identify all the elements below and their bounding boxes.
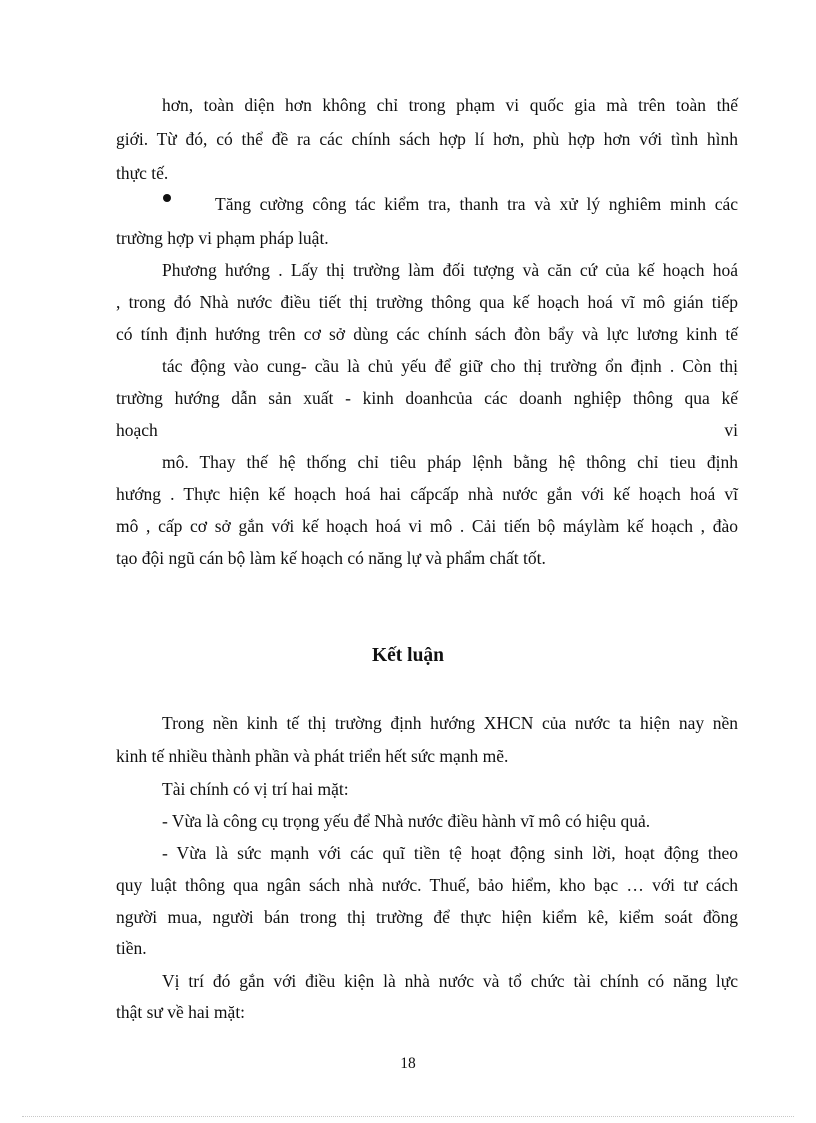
page-bottom-divider [22, 1116, 794, 1117]
paragraph-line: tạo đội ngũ cán bộ làm kế hoạch có năng lự và phẩm chất tốt. [116, 548, 546, 568]
page-number: 18 [400, 1055, 416, 1072]
paragraph-line: Tài chính có vị trí hai mặt: [162, 779, 349, 799]
paragraph-line: Trong nền kinh tế thị trường định hướng XHCN của nước ta hiện nay nền [162, 713, 738, 733]
paragraph-line: , trong đó Nhà nước điều tiết thị trường thông qua kế hoạch hoá vĩ mô gián tiếp [116, 292, 738, 312]
paragraph-line: quy luật thông qua ngân sách nhà nước. Thuế, bảo hiểm, kho bạc … với tư cách [116, 875, 738, 895]
split-left-word: hoạch [116, 420, 158, 440]
paragraph-line: tác động vào cung- cầu là chủ yếu để giữ cho thị trường ổn định . Còn thị [162, 356, 738, 376]
paragraph-line: hướng . Thực hiện kế hoạch hoá hai cấpcấp nhà nước gắn với kế hoạch hoá vĩ [116, 484, 738, 504]
paragraph-line: trường hướng dẫn sản xuất - kinh doanhcủa các doanh nghiệp thông qua kế [116, 388, 738, 408]
bullet-icon [163, 194, 171, 202]
paragraph-line: mô. Thay thế hệ thống chỉ tiêu pháp lệnh bằng hệ thông chỉ tieu định [162, 452, 738, 472]
list-item: - Vừa là sức mạnh với các quĩ tiền tệ hoạt động sinh lời, hoạt động theo [162, 843, 738, 863]
list-item: - Vừa là công cụ trọng yếu để Nhà nước điều hành vĩ mô có hiệu quả. [162, 811, 651, 831]
paragraph-line: tiền. [116, 938, 147, 958]
paragraph-line: thực tế. [116, 163, 169, 183]
bullet-line: trường hợp vi phạm pháp luật. [116, 228, 329, 248]
paragraph-line: hơn, toàn diện hơn không chỉ trong phạm vi quốc gia mà trên toàn thế [162, 95, 738, 115]
split-right-word: vi [724, 420, 738, 440]
paragraph-split-line [116, 419, 738, 441]
paragraph-line: thật sư về hai mặt: [116, 1002, 246, 1022]
bullet-line: Tăng cường công tác kiểm tra, thanh tra và xử lý nghiêm minh các [215, 194, 738, 214]
paragraph-line: Phương hướng . Lấy thị trường làm đối tượng và căn cứ của kế hoạch hoá [162, 260, 738, 280]
paragraph-line: Vị trí đó gắn với điều kiện là nhà nước và tổ chức tài chính có năng lực [162, 971, 738, 991]
paragraph-line: người mua, người bán trong thị trường để thực hiện kiểm kê, kiểm soát đồng [116, 907, 738, 927]
paragraph-line: giới. Từ đó, có thể đề ra các chính sách hợp lí hơn, phù hợp hơn với tình hình [116, 129, 738, 149]
paragraph-line: kinh tế nhiều thành phần và phát triển hết sức mạnh mẽ. [116, 746, 509, 766]
paragraph-line: có tính định hướng trên cơ sở dùng các chính sách đòn bẩy và lực lương kinh tế [116, 324, 738, 344]
paragraph-line: mô , cấp cơ sở gắn với kế hoạch hoá vi mô . Cải tiến bộ máylàm kế hoạch , đào [116, 516, 738, 536]
section-heading: Kết luận [371, 645, 445, 666]
